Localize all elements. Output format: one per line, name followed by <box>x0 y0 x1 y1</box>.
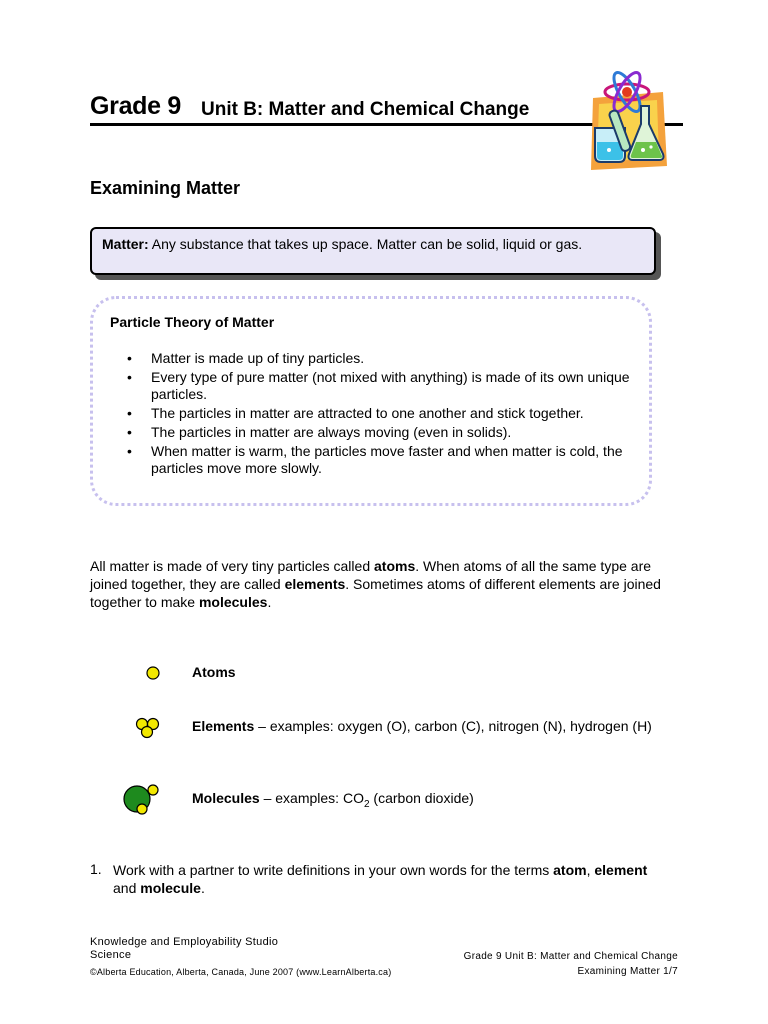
unit-heading: Unit B: Matter and Chemical Change <box>201 99 530 120</box>
molecules-examples-end: (carbon dioxide) <box>369 790 474 806</box>
term-elements: elements <box>284 576 346 592</box>
elements-label: Elements <box>192 718 255 734</box>
text-run: and <box>113 880 141 896</box>
question-text <box>113 861 673 897</box>
list-item: • When matter is warm, the particles move faster and when matter is cold, the particles move more slowly. <box>127 443 637 477</box>
footer-subject: Science <box>90 949 132 961</box>
subscript: 2 <box>363 798 370 810</box>
atoms-label: Atoms <box>192 664 236 680</box>
text-run: . Sometimes atoms of different elements are joined together to make <box>90 576 661 610</box>
list-item: • Every type of pure matter (not mixed with anything) is made of its own unique particles. <box>127 369 637 403</box>
molecule-icon <box>121 781 161 817</box>
matter-definition <box>102 236 582 252</box>
element-icon <box>134 712 162 742</box>
molecules-examples: – examples: CO <box>259 790 364 806</box>
grade-heading: Grade 9 <box>90 92 182 120</box>
science-lab-icon <box>585 70 670 172</box>
text-run: . When atoms of all the same type are joined together, they are called <box>90 558 652 592</box>
list-item: • The particles in matter are always moving (even in solids). <box>127 424 637 441</box>
definition-term: Matter: <box>102 236 149 252</box>
footer-unit: Grade 9 Unit B: Matter and Chemical Change <box>463 951 678 962</box>
list-item: • Matter is made up of tiny particles. <box>127 350 637 367</box>
footer-copyright: ©Alberta Education, Alberta, Canada, June 2007 (www.LearnAlberta.ca) <box>90 967 392 977</box>
elements-description <box>192 717 672 735</box>
text-run: All matter is made of very tiny particles called <box>90 558 374 574</box>
particle-theory-list <box>127 350 637 479</box>
section-title: Examining Matter <box>90 178 241 198</box>
text-run: . <box>200 880 205 896</box>
elements-examples: – examples: oxygen (O), carbon (C), nitrogen (N), hydrogen (H) <box>254 718 652 734</box>
particle-theory-title: Particle Theory of Matter <box>110 314 275 330</box>
atom-icon <box>144 664 162 682</box>
footer-page: Examining Matter 1/7 <box>577 966 678 977</box>
atoms-paragraph <box>90 557 680 611</box>
footer-course: Knowledge and Employability Studio <box>90 936 279 948</box>
text-run: , <box>586 862 595 878</box>
term-molecule: molecule <box>140 880 201 896</box>
term-atoms: atoms <box>374 558 416 574</box>
definition-text: Any substance that takes up space. Matter can be solid, liquid or gas. <box>148 236 583 252</box>
term-atom: atom <box>553 862 587 878</box>
molecules-label: Molecules <box>192 790 260 806</box>
term-molecules: molecules <box>198 594 268 610</box>
text-run: Work with a partner to write definitions in your own words for the terms <box>113 862 554 878</box>
molecules-description <box>192 789 474 814</box>
text-run: . <box>267 594 272 610</box>
question-number: 1. <box>90 861 102 877</box>
list-item: • The particles in matter are attracted to one another and stick together. <box>127 405 637 422</box>
term-element: element <box>594 862 648 878</box>
